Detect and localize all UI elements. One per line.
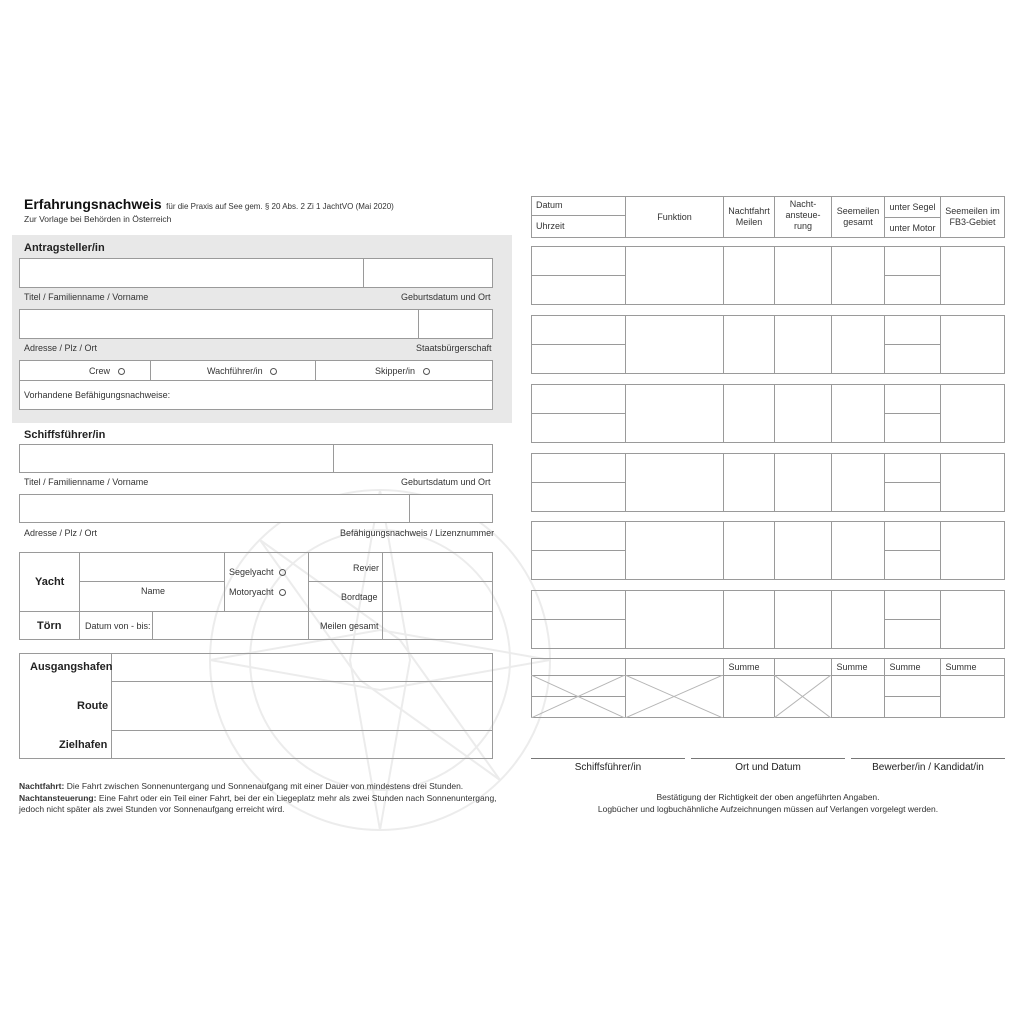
days-label: Bordtage xyxy=(341,592,378,602)
yacht-name-label: Name xyxy=(141,586,166,596)
signature-skipper-label: Schiffsführer/in xyxy=(574,762,642,773)
divider xyxy=(625,384,626,443)
divider xyxy=(831,246,832,305)
trip-label: Törn xyxy=(37,620,62,632)
skipper-address-label: Adresse / Plz / Ort xyxy=(24,528,98,538)
divider xyxy=(774,590,775,649)
divider xyxy=(884,619,940,620)
col-night-line1: Nachtfahrt xyxy=(728,206,770,216)
sum-fb3-label: Summe xyxy=(945,662,977,672)
divider xyxy=(111,681,493,682)
role-watch[interactable] xyxy=(207,366,277,376)
divider xyxy=(625,521,626,580)
divider xyxy=(940,246,941,305)
divider xyxy=(79,552,80,640)
note-night xyxy=(19,781,463,791)
divider xyxy=(723,315,724,374)
divider xyxy=(531,215,625,216)
col-fb3-line1: Seemeilen im xyxy=(945,206,1000,216)
col-sail-header: unter Segel xyxy=(889,202,936,212)
col-fb3-header xyxy=(941,206,1004,228)
divider xyxy=(625,246,626,305)
skipper-name-field[interactable] xyxy=(19,444,493,473)
col-motor-header: unter Motor xyxy=(889,223,936,233)
radio-circle-icon[interactable] xyxy=(270,368,277,375)
divider xyxy=(723,590,724,649)
radio-circle-icon[interactable] xyxy=(279,569,286,576)
applicant-citizenship-label: Staatsbürgerschaft xyxy=(416,343,492,353)
divider xyxy=(224,552,225,611)
crossed-out-cell xyxy=(625,675,723,718)
divider xyxy=(831,384,832,443)
divider xyxy=(531,550,625,551)
col-date-header: Datum xyxy=(536,200,563,210)
applicant-name-label: Titel / Familienname / Vorname xyxy=(24,292,149,302)
divider xyxy=(723,246,724,305)
divider xyxy=(531,619,625,620)
divider xyxy=(409,494,410,523)
divider xyxy=(111,730,493,731)
applicant-address-label: Adresse / Plz / Ort xyxy=(24,343,98,353)
col-approach-line2: ansteue- xyxy=(785,210,821,220)
divider xyxy=(940,315,941,374)
col-night-header xyxy=(724,206,774,228)
skipper-license-label: Befähigungsnachweis / Lizenznummer xyxy=(340,528,495,538)
divider xyxy=(831,521,832,580)
signature-line xyxy=(851,758,1005,759)
divider xyxy=(831,453,832,512)
sailing-yacht-option[interactable] xyxy=(229,567,286,577)
col-approach-line3: rung xyxy=(793,221,812,231)
divider xyxy=(531,344,625,345)
skipper-name-label: Titel / Familienname / Vorname xyxy=(24,477,149,487)
divider xyxy=(831,315,832,374)
applicant-birth-label: Geburtsdatum und Ort xyxy=(401,292,491,302)
divider xyxy=(315,360,316,380)
note-approach xyxy=(19,793,497,803)
col-approach-header xyxy=(775,199,831,232)
divider xyxy=(79,581,224,582)
divider xyxy=(884,550,940,551)
note-night-text: Die Fahrt zwischen Sonnenuntergang und Sonnenaufgang mit einer Dauer von mindestens drei Stunden. xyxy=(66,781,464,791)
note-approach-term: Nachtansteuerung: xyxy=(19,793,97,803)
motor-yacht-option[interactable] xyxy=(229,587,286,597)
divider xyxy=(418,309,419,339)
divider xyxy=(884,413,940,414)
divider xyxy=(152,611,153,640)
confirmation-line-1: Bestätigung der Richtigkeit der oben angeführten Angaben. xyxy=(656,792,880,802)
signature-place-date-label: Ort und Datum xyxy=(735,762,801,773)
divider xyxy=(884,217,940,218)
divider xyxy=(884,275,940,276)
departure-label: Ausgangshafen xyxy=(30,661,113,673)
divider xyxy=(940,521,941,580)
skipper-title: Schiffsführer/in xyxy=(24,429,106,441)
divider xyxy=(884,344,940,345)
col-total-line1: Seemeilen xyxy=(836,206,880,216)
divider xyxy=(19,380,493,381)
skipper-address-field[interactable] xyxy=(19,494,493,523)
dates-label: Datum von - bis: xyxy=(85,621,151,631)
divider xyxy=(940,590,941,649)
sum-total-label: Summe xyxy=(836,662,868,672)
sum-sail-label: Summe xyxy=(889,662,921,672)
sailing-yacht-label: Segelyacht xyxy=(229,567,274,577)
role-skipper[interactable] xyxy=(375,366,430,376)
crossed-out-cell xyxy=(774,675,831,718)
role-watch-label: Wachführer/in xyxy=(207,366,263,376)
signature-line xyxy=(691,758,845,759)
role-skipper-label: Skipper/in xyxy=(375,366,416,376)
confirmation-line-2: Logbücher und logbuchähnliche Aufzeichnungen müssen auf Verlangen vorgelegt werden. xyxy=(597,804,939,814)
motor-yacht-label: Motoryacht xyxy=(229,587,274,597)
applicant-name-field[interactable] xyxy=(19,258,493,288)
divider xyxy=(774,246,775,305)
divider xyxy=(625,453,626,512)
miles-label: Meilen gesamt xyxy=(320,621,379,631)
destination-label: Zielhafen xyxy=(59,739,108,751)
divider xyxy=(150,360,151,380)
divider xyxy=(625,315,626,374)
divider xyxy=(625,590,626,649)
divider xyxy=(333,444,334,473)
divider xyxy=(940,453,941,512)
crossed-out-cell xyxy=(531,675,625,718)
skipper-birth-label: Geburtsdatum und Ort xyxy=(401,477,491,487)
divider xyxy=(308,552,309,640)
note-approach-2: jedoch nicht später als zwei Stunden vor Sonnenaufgang erreicht wird. xyxy=(19,804,285,814)
divider xyxy=(19,611,493,612)
col-approach-line1: Nacht- xyxy=(789,199,817,209)
route-label: Route xyxy=(77,700,109,712)
signature-line xyxy=(531,758,685,759)
applicant-address-field[interactable] xyxy=(19,309,493,339)
applicant-title: Antragsteller/in xyxy=(24,242,105,254)
note-night-term: Nachtfahrt: xyxy=(19,781,65,791)
role-crew-label: Crew xyxy=(89,366,111,376)
col-night-line2: Meilen xyxy=(735,217,763,227)
divider xyxy=(723,384,724,443)
divider xyxy=(531,482,625,483)
divider xyxy=(774,453,775,512)
note-approach-text: Eine Fahrt oder ein Teil einer Fahrt, bei der ein Liegeplatz mehr als zwei Stunden nach Sonnenuntergang, xyxy=(98,793,497,803)
divider xyxy=(723,521,724,580)
qualifications-label: Vorhandene Befähigungsnachweise: xyxy=(24,390,171,400)
radio-circle-icon[interactable] xyxy=(423,368,430,375)
divider xyxy=(884,696,940,697)
role-crew[interactable] xyxy=(89,366,125,376)
signature-applicant-label: Bewerber/in / Kandidat/in xyxy=(872,762,984,773)
form-subtitle-2: Zur Vorlage bei Behörden in Österreich xyxy=(24,214,172,224)
yacht-label: Yacht xyxy=(35,576,65,588)
col-total-line2: gesamt xyxy=(843,217,873,227)
area-label: Revier xyxy=(353,563,380,573)
col-total-header xyxy=(832,206,884,228)
divider xyxy=(531,413,625,414)
divider xyxy=(774,384,775,443)
divider xyxy=(308,581,493,582)
form-header xyxy=(24,196,394,214)
divider xyxy=(774,521,775,580)
divider xyxy=(723,453,724,512)
divider xyxy=(531,275,625,276)
divider xyxy=(382,552,383,640)
col-time-header: Uhrzeit xyxy=(536,221,565,231)
divider xyxy=(363,258,364,288)
divider xyxy=(831,590,832,649)
radio-circle-icon[interactable] xyxy=(279,589,286,596)
divider xyxy=(884,482,940,483)
col-function-header: Funktion xyxy=(657,212,692,222)
form-title: Erfahrungsnachweis xyxy=(24,196,162,212)
col-fb3-line2: FB3-Gebiet xyxy=(949,217,996,227)
divider xyxy=(774,315,775,374)
radio-circle-icon[interactable] xyxy=(118,368,125,375)
form-subtitle: für die Praxis auf See gem. § 20 Abs. 2 Zi 1 JachtVO (Mai 2020) xyxy=(166,202,394,211)
sum-night-label: Summe xyxy=(728,662,760,672)
divider xyxy=(940,384,941,443)
